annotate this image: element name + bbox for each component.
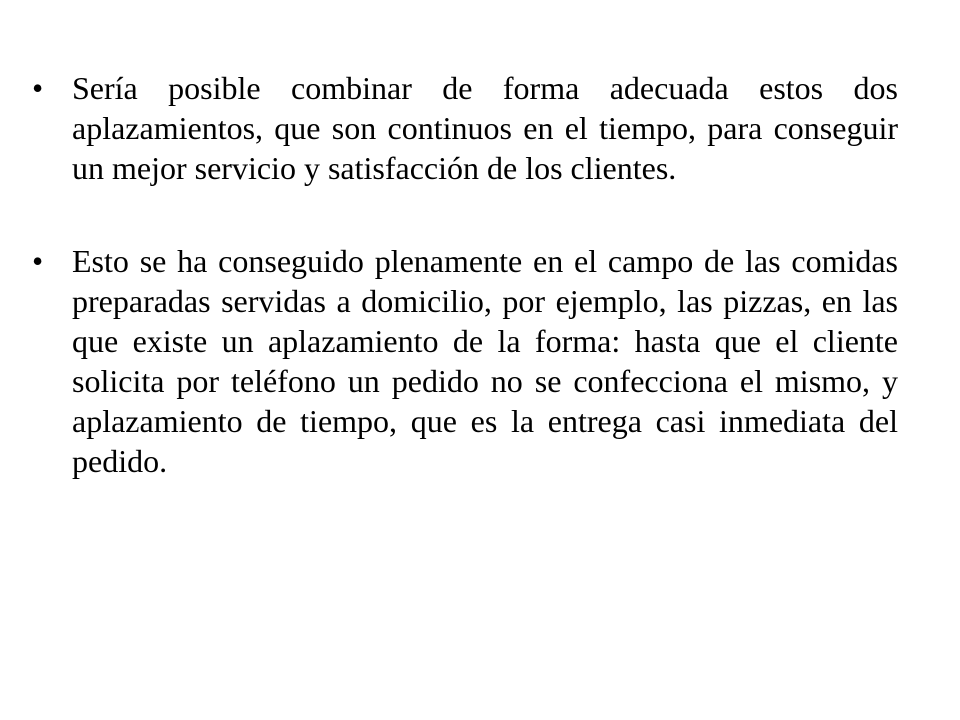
bullet-item	[32, 241, 898, 481]
bullet-text: Sería posible combinar de forma adecuada estos dos aplazamientos, que son continuos en el tiempo, para conseguir un mejor servicio y satisfacción de los clientes.	[72, 70, 898, 186]
bullet-text: Esto se ha conseguido plenamente en el campo de las comidas preparadas servidas a domicilio, por ejemplo, las pizzas, en las que existe un aplazamiento de la forma: hasta que el cliente solicita por teléfono un pedido no se confecciona el mismo, y aplazamiento de tiempo, que es la entrega casi inmediata del pedido.	[72, 243, 898, 479]
bullet-list	[32, 68, 898, 481]
bullet-marker: •	[32, 70, 44, 106]
bullet-marker: •	[32, 243, 44, 279]
bullet-item	[32, 68, 898, 188]
